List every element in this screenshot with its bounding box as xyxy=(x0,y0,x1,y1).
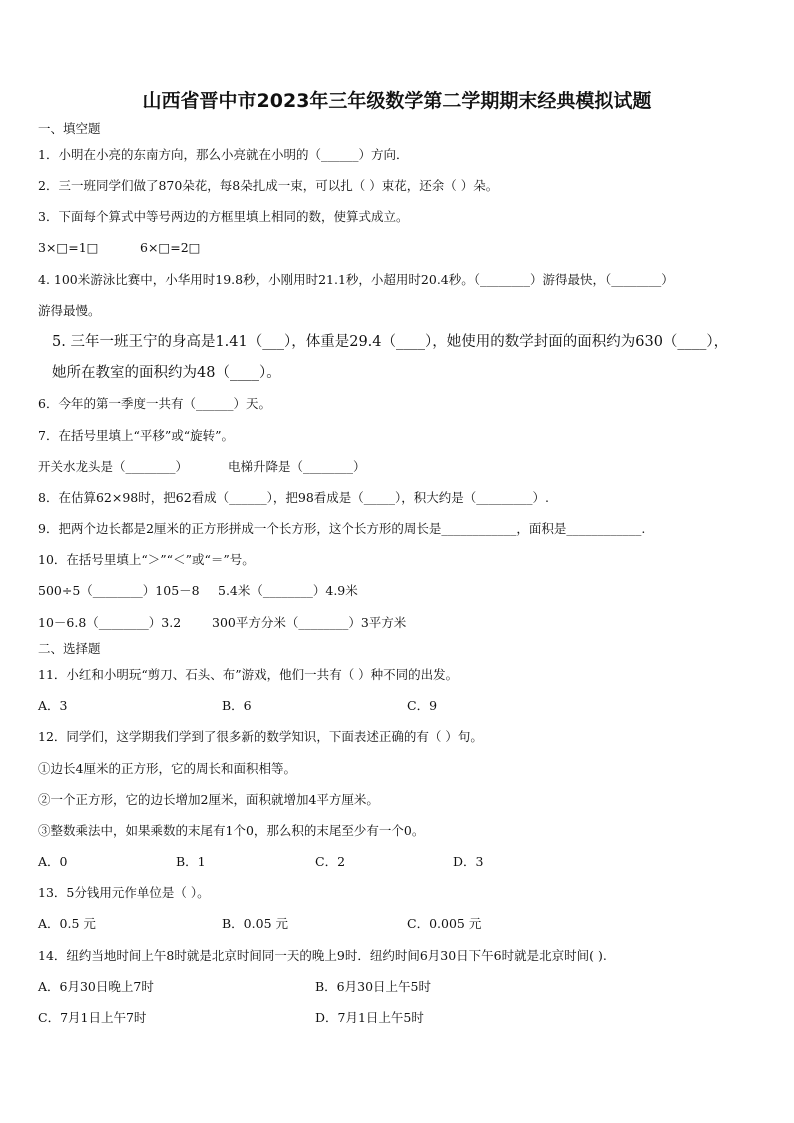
question-14: 14．纽约当地时间上午8时就是北京时间同一天的晚上9时．纽约时间6月30日下午6时就是北京时间( ). xyxy=(38,948,607,963)
question-13-option-b: B．0.05 元 xyxy=(222,916,288,931)
question-7: 7．在括号里填上“平移”或“旋转”。 xyxy=(38,428,235,443)
question-6: 6．今年的第一季度一共有（______）天。 xyxy=(38,396,271,411)
question-1: 1．小明在小亮的东南方向，那么小亮就在小明的（______）方向． xyxy=(38,147,409,162)
question-7-item-a: 开关水龙头是（________） xyxy=(38,459,189,474)
question-10-item-a: 500÷5（________）105－8 xyxy=(38,583,200,598)
question-5-line1: 5. 三年一班王宁的身高是1.41（___），体重是29.4（____），她使用的数学封面的面积约为630（____）， xyxy=(52,334,729,350)
question-12-option-c: C．2 xyxy=(315,854,346,869)
question-13-option-c: C．0.005 元 xyxy=(407,916,482,931)
question-11-option-a: A．3 xyxy=(38,698,68,713)
question-14-option-d: D．7月1日上午5时 xyxy=(315,1010,424,1025)
question-4-line1: 4. 100米游泳比赛中，小华用时19.8秒，小刚用时21.1秒，小超用时20.4秒。（________）游得最快，（________） xyxy=(38,272,674,287)
question-12-statement-3: ③整数乘法中，如果乘数的末尾有1个0，那么积的末尾至少有一个0。 xyxy=(38,823,425,838)
question-3: 3．下面每个算式中等号两边的方框里填上相同的数，使算式成立。 xyxy=(38,209,409,224)
question-3-expr-b: 6×□=2□ xyxy=(140,240,201,255)
question-12: 12．同学们，这学期我们学到了很多新的数学知识，下面表述正确的有（ ）句。 xyxy=(38,729,483,744)
question-12-option-b: B．1 xyxy=(176,854,206,869)
question-14-option-b: B．6月30日上午5时 xyxy=(315,979,431,994)
question-11: 11．小红和小明玩“剪刀、石头、布”游戏，他们一共有（ ）种不同的出发。 xyxy=(38,667,459,682)
question-12-option-d: D．3 xyxy=(453,854,484,869)
question-7-item-b: 电梯升降是（________） xyxy=(228,459,366,474)
section-heading-fill: 一、填空题 xyxy=(38,121,101,136)
question-10-item-c: 10－6.8（________）3.2 xyxy=(38,615,182,630)
question-3-expr-a: 3×□=1□ xyxy=(38,240,99,255)
question-4-line2: 游得最慢。 xyxy=(38,303,101,318)
question-14-option-a: A．6月30日晚上7时 xyxy=(38,979,154,994)
question-5-line2: 她所在教室的面积约为48（____）。 xyxy=(52,365,281,381)
question-13: 13．5分钱用元作单位是（ ）。 xyxy=(38,885,210,900)
section-heading-choice: 二、选择题 xyxy=(38,641,101,656)
question-14-option-c: C．7月1日上午7时 xyxy=(38,1010,147,1025)
question-2: 2．三一班同学们做了870朵花，每8朵扎成一束，可以扎（ ）束花，还余（ ）朵。 xyxy=(38,178,499,193)
question-10: 10．在括号里填上“＞”“＜”或“＝”号。 xyxy=(38,552,255,567)
question-12-statement-1: ①边长4厘米的正方形，它的周长和面积相等。 xyxy=(38,761,296,776)
question-8: 8．在估算62×98时，把62看成（______），把98看成是（_____），积大约是（_________）. xyxy=(38,490,550,505)
question-10-item-b: 5.4米（________）4.9米 xyxy=(218,583,358,598)
question-12-statement-2: ②一个正方形，它的边长增加2厘米，面积就增加4平方厘米。 xyxy=(38,792,379,807)
question-9: 9．把两个边长都是2厘米的正方形拼成一个长方形，这个长方形的周长是____________，面积是____________. xyxy=(38,521,646,536)
question-10-item-d: 300平方分米（________）3平方米 xyxy=(212,615,407,630)
page-title: 山西省晋中市2023年三年级数学第二学期期末经典模拟试题 xyxy=(142,90,652,112)
question-13-option-a: A．0.5 元 xyxy=(38,916,96,931)
question-12-option-a: A．0 xyxy=(38,854,68,869)
question-11-option-b: B．6 xyxy=(222,698,252,713)
question-11-option-c: C．9 xyxy=(407,698,438,713)
